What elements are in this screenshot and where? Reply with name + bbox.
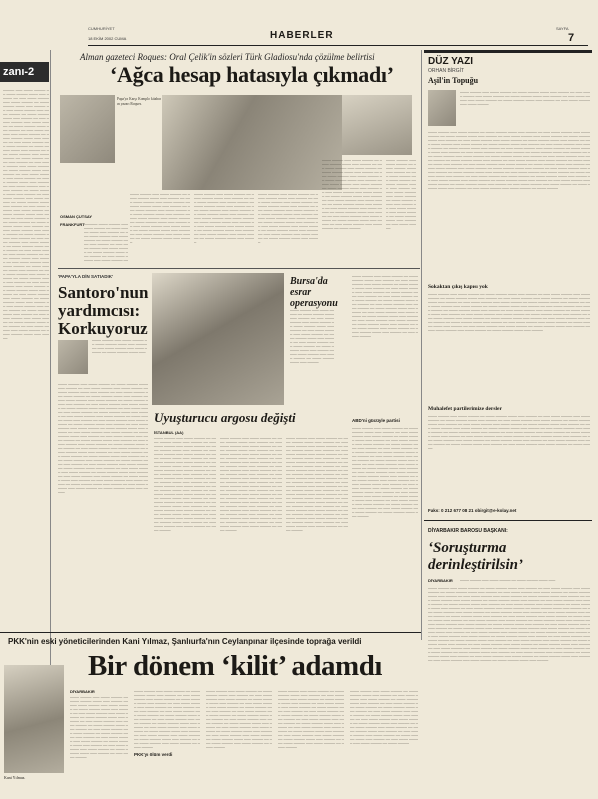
bursa-photo bbox=[152, 273, 284, 405]
left-edge-column: ───── ─── ──── ───── ── ──── ───── ──── ─── ───── ── ─── ──── ───── ─── ──── ───── ── ──── ───── ──── ─── ───── ── ─── ──── ───── ─── ──── ───── ── ──── ───── ──── ─── ───── ── ─── ──── ───── ─── ──── ───── ── ──── ───── ──── ─── ───── ── ─── ──── ───── ─── ──── ───── ── ──── ───── ──── ─── ───── ── ─── ──── ───── ─── ──── ───── ── ──── ───── ──── ─── ───── ── ─── ──── ───── ─── ──── ───── ── ──── ───── ──── ─── ───── ── ─── ──── ───── ─── ──── ───── ── ──── ───── ──── ─── ───── ── ─── ──── ───── ─── ──── ───── ── ──── ───── ──── ─── ───── ── ─── ──── ───── ─── ──── ───── ── ──── ───── ──── ─── ───── ── ─── ──── ───── ─── ──── ───── ── ──── ───── ──── ─── ───── ── ─── ──── ───── ─── ──── ───── ── ──── ───── ──── ─── ───── ── ─── ──── ───── ─── ──── ───── ── ──── ───── ──── ─── ───── ── ─── ──── ───── ─── ──── ───── ── ──── ───── ──── ─── ───── ── ─── ──── ───── ─── ──── ───── ── ──── ───── ──── ─── ───── ── ─── ──── ───── ─── ──── ───── ── ──── ───── ──── ─── ───── ── ─── ──── ───── ─── ──── ───── ── ──── ───── ──── ─── ───── ── ─── ──── ───── ─── ──── ───── ── ──── ───── ──── ─── ───── ── ─── ──── ───── ─── ──── ───── ── ──── ───── ──── ─── ───── ── ─── ──── ───── ─── ──── ───── ── ──── ───── ──── ─── ───── ── ─── ──── ───── ─── ──── ───── ── ──── ───── ──── ─── ───── ── ─── ──── ───── ─── ──── ───── ── ──── ───── ──── ─── ───── ── ─── ──── ───── ─── ──── ───── ── ──── ───── ──── ─── ───── bbox=[3, 88, 49, 340]
santoro-body: ──── ───── ─── ──── ───── ── ──── ───── ──── ─── ───── ── ─── ──── ───── ─── ──── ───── ── ──── ───── ──── ─── ───── ── ─── ──── ───── ─── ──── ───── ── ──── ───── ──── ─── ───── ── ─── ──── ───── ─── ──── ───── ── ──── ───── ──── ─── ───── ── ─── ──── ───── ─── ──── ───── ── ──── ───── ──── ─── ───── ── ─── ──── ───── ─── ──── ───── ── ──── ───── ──── ─── ───── ── ─── ──── ───── ─── ──── ───── ── ──── ───── ──── ─── ───── ── ─── ──── ───── ─── ──── ───── ── ──── ───── ──── ─── ───── ── ─── ──── ───── ─── ──── ───── ── ──── ───── ──── ─── ───── ── ─── ──── ───── ─── ──── ───── ── ──── ───── ──── ─── ───── ── ─── ──── ───── ─── ──── ───── ── ──── ───── ──── ─── ───── ── ─── ──── ───── ─── ──── ───── ── ──── ───── ──── ─── ───── ── ─── ──── ───── ─── ──── ───── ── ──── ───── ──── ─── ───── ── ─── ──── ───── ─── ──── ───── ── ──── ───── ──── ─── ───── ── ─── ──── ───── ─── ──── ───── ── ──── ───── ──── ─── ───── ── ─── ──── ───── ─── ──── ───── ── ──── ───── ──── ─── ───── ── ─── ──── ───── ─── ──── ───── ── ──── ───── ──── ─── ───── ── ─── ──── ───── ─── ──── ───── ── ──── ───── ──── ─── ───── ── ─── ──── ───── ─── ──── ───── ── ──── ───── ──── ─── ───── ── ─── ──── ───── ─── ──── ───── ── ──── ───── ──── ─── ───── bbox=[58, 382, 148, 494]
lead-photo-group bbox=[162, 95, 342, 190]
duz-yazi-author-photo bbox=[428, 90, 456, 126]
argo-dateline: İSTANBUL (AA) bbox=[154, 430, 184, 435]
duz-yazi-body-2: ──── ───── ─── ──── ───── ── ──── ───── ──── ─── ───── ── ─── ──── ───── ─── ──── ───── ── ──── ───── ──── ─── ───── ── ─── ──── ───── ─── ──── ───── ── ──── ───── ──── ─── ───── ── ─── ──── ───── ─── ──── ───── ── ──── ───── ──── ─── ───── ── ─── ──── ───── ─── ──── ───── ── ──── ───── ──── ─── ───── ── ─── ──── ───── ─── ──── ───── ── ──── ───── ──── ─── ───── ── ─── ──── ───── ─── ──── ───── ── ──── ───── ──── ─── ───── ── ─── ──── ───── ─── ──── ───── ── ──── ───── ──── ─── ───── ── ─── ──── ───── ─── ──── ───── ── ──── ───── ──── ─── ───── ── ─── ──── ───── ─── ──── ───── ── ──── ───── ──── ─── ───── ── ─── ──── ───── ─── ──── ───── ── ──── ───── ──── ─── ───── ── ─── ──── ───── ─── ──── ───── ── ──── ───── ──── ─── ───── ── ─── ──── ───── ─── ──── ───── ── ──── ───── ──── ─── ───── bbox=[428, 292, 590, 332]
duz-yazi-body-1: ──── ───── ─── ──── ───── ── ──── ───── ──── ─── ───── ── ─── ──── ───── ─── ──── ───── ── ──── ───── ──── ─── ───── ── ─── ──── ───── ─── ──── ───── ── ──── ───── ──── ─── ───── ── ─── ──── ───── ─── ──── ───── ── ──── ───── ──── ─── ───── ── ─── ──── ───── ─── ──── ───── ── ──── ───── ──── ─── ───── ── ─── ──── ───── ─── ──── ───── ── ──── ───── ──── ─── ───── ── ─── ──── ───── ─── ──── ───── ── ──── ───── ──── ─── ───── ── ─── ──── ───── ─── ──── ───── ── ──── ───── ──── ─── ───── ── ─── ──── ───── ─── ──── ───── ── ──── ───── ──── ─── ───── ── ─── ──── ───── ─── ──── ───── ── ──── ───── ──── ─── ───── ── ─── ──── ───── ─── ──── ───── ── ──── ───── ──── ─── ───── ── ─── ──── ───── ─── ──── ───── ── ──── ───── ──── ─── ───── ── ─── ──── ───── ─── ──── ───── ── ──── ───── ──── ─── ───── ── ─── ──── ───── ─── ──── ───── ── ──── ───── ──── ─── ───── ── ─── ──── ───── ─── ──── ───── ── ──── ───── ──── ─── ───── ── ─── ──── ───── ─── ──── ───── ── ──── ───── ──── ─── ───── ── ─── ──── ───── ─── ──── ───── ── ──── ───── ──── ─── ───── ── ─── ──── ───── ─── ──── ───── ── ──── ───── ──── ─── ───── ── ─── ──── ───── ─── ──── ───── ── ──── ───── ──── ─── ───── ── ─── ──── ───── ─── ──── ───── ── ──── ───── bbox=[428, 130, 590, 190]
duz-yazi-bar bbox=[424, 50, 592, 53]
pkk-headline: Bir dönem ‘kilit’ adamdı bbox=[88, 650, 382, 682]
diyarbakir-headline: ‘Soruşturma derinleştirilsin’ bbox=[428, 540, 524, 573]
right-divider bbox=[421, 50, 422, 640]
pkk-body-1: ──── ───── ─── ──── ───── ── ──── ───── ──── ─── ───── ── ─── ──── ───── ─── ──── ───── ── ──── ───── ──── ─── ───── ── ─── ──── ───── ─── ──── ───── ── ──── ───── ──── ─── ───── ── ─── ──── ───── ─── ──── ───── ── ──── ───── ──── ─── ───── ── ─── ──── ───── ─── ──── ───── ── ──── ───── ──── ─── ───── ── ─── ──── ───── ─── ──── ───── ── ──── ───── ──── ─── ───── ── ─── ──── ───── ─── ──── ───── ── ──── ───── ──── ─── ───── ── ─── ──── ───── bbox=[70, 695, 128, 759]
lead-body-2: ──── ───── ─── ──── ───── ── ──── ───── ──── ─── ───── ── ─── ──── ───── ─── ──── ───── ── ──── ───── ──── ─── ───── ── ─── ──── ───── ─── ──── ───── ── ──── ───── ──── ─── ───── ── ─── ──── ───── ─── ──── ───── ── ──── ───── ──── ─── ───── ── ─── ──── ───── ─── ──── ───── ── ──── ───── ──── ─── ───── ── ─── ──── ───── ─── ──── ───── ── ──── ───── ──── ─── ───── bbox=[130, 192, 190, 244]
masthead-rule bbox=[88, 45, 588, 46]
santoro-headline: Santoro'nun yardımcısı: Korkuyoruz bbox=[58, 283, 149, 338]
duz-yazi-author: ORHAN BİRGİT bbox=[428, 68, 465, 74]
pkk-dateline: DİYARBAKIR bbox=[70, 689, 95, 694]
diyarbakir-dateline: DİYARBAKIR bbox=[428, 578, 453, 583]
lead-body-5: ──── ───── ─── ──── ───── ── ──── ───── ──── ─── ───── ── ─── ──── ───── ─── ──── ───── ── ──── ───── ──── ─── ───── ── ─── ──── ───── ─── ──── ───── ── ──── ───── ──── ─── ───── ── ─── ──── ───── ─── ──── ───── ── ──── ───── ──── ─── ───── ── ─── ──── ───── ─── ──── ───── ── ──── ───── ──── ─── ───── ── ─── ──── ───── ─── ──── ───── ── ──── ───── ──── ─── ───── ── ─── ──── ───── ─── ──── ───── ── ──── ───── ──── ─── ───── ── ─── ──── ───── ─── ──── ───── ── ──── ───── ──── ─── ───── ── ─── ──── ───── ─── ──── ───── ── ──── ───── bbox=[322, 158, 382, 230]
pkk-kicker: PKK'nin eski yöneticilerinden Kani Yılmaz, Şanlıurfa'nın Ceylanpınar ilçesinde toprağa verildi bbox=[8, 637, 362, 646]
abd-subhead: ABD'ni gücüyle partisi bbox=[352, 418, 400, 423]
lead-body-3: ──── ───── ─── ──── ───── ── ──── ───── ──── ─── ───── ── ─── ──── ───── ─── ──── ───── ── ──── ───── ──── ─── ───── ── ─── ──── ───── ─── ──── ───── ── ──── ───── ──── ─── ───── ── ─── ──── ───── ─── ──── ───── ── ──── ───── ──── ─── ───── ── ─── ──── ───── ─── ──── ───── ── ──── ───── ──── ─── ───── ── ─── ──── ───── ─── ──── ───── ── ──── ───── ──── ─── ───── bbox=[194, 192, 254, 244]
lead-bottom-rule bbox=[58, 268, 420, 269]
lead-body-1: ────── ──── ───── ─── ──── ───── ── ──── ───── ──── ─── ───── ── ─── ──── ───── ─── ──── ───── ── ──── ───── ──── ─── ───── ── ─── ──── ───── ─── ──── ───── ── ──── ───── ──── ─── ───── ── ─── ──── ───── ─── ──── ───── ── ──── ───── ──── ─── bbox=[84, 222, 128, 264]
duz-yazi-subhead-1: Sokaktan çıkış kapısı yok bbox=[428, 284, 488, 290]
masthead-top: CUMHURİYET bbox=[88, 26, 115, 31]
santoro-photo bbox=[58, 340, 88, 374]
duz-yazi-intro: ──── ───── ─── ──── ───── ── ──── ───── ──── ─── ───── ── ─── ──── ───── ─── ──── ───── ── ──── ───── ──── ─── ───── ── ─── ──── ───── ─── ──── ───── ── ──── ───── ──── ─── ───── ── ─── ──── ───── ─── ──── ───── bbox=[460, 90, 590, 106]
duz-yazi-title: Aşil'in Topuğu bbox=[428, 76, 479, 85]
pkk-body-2: ──── ───── ─── ──── ───── ── ──── ───── ──── ─── ───── ── ─── ──── ───── ─── ──── ───── ── ──── ───── ──── ─── ───── ── ─── ──── ───── ─── ──── ───── ── ──── ───── ──── ─── ───── ── ─── ──── ───── ─── ──── ───── ── ──── ───── ──── ─── ───── ── ─── ──── ───── ─── ──── ───── ── ──── ───── ──── ─── ───── ── ─── ──── ───── ─── ──── ───── ── ──── ───── ──── ─── ───── ── ─── ──── ───── ─── ──── ───── ── ──── ───── ──── ─── ───── ── ─── ──── ───── ─── ──── ───── ── ──── ───── bbox=[134, 689, 200, 749]
lead-caption: Papa'ya Karşı Komplo kitabının yazarı Roques. bbox=[117, 97, 161, 106]
diyarbakir-kicker: DİYARBAKIR BAROSU BAŞKANI: bbox=[428, 528, 508, 534]
pkk-photo-caption: Kani Yılmaz. bbox=[4, 775, 26, 780]
bursa-body: ──── ───── ─── ──── ───── ── ──── ───── ──── ─── ───── ── ─── ──── ───── ─── ──── ───── ── ──── ───── ──── ─── ───── ── ─── ──── ───── ─── ──── ───── ── ──── ───── ──── ─── ───── ── ─── ──── ───── ─── ──── ───── ── ──── ───── ──── ─── ───── ── ─── ──── ───── ─── ──── ───── ── ──── ───── ──── ─── ───── bbox=[290, 308, 334, 364]
pkk-body-5: ──── ───── ─── ──── ───── ── ──── ───── ──── ─── ───── ── ─── ──── ───── ─── ──── ───── ── ──── ───── ──── ─── ───── ── ─── ──── ───── ─── ──── ───── ── ──── ───── ──── ─── ───── ── ─── ──── ───── ─── ──── ───── ── ──── ───── ──── ─── ───── ── ─── ──── ───── ─── ──── ───── ── ──── ───── ──── ─── ───── ── ─── ──── ───── ─── ──── ───── ── ──── ───── ──── ─── ───── ── ─── ──── ───── ─── ──── ───── ── ──── ───── ──── ─── ───── ── ─── ──── ───── ─── ──── ───── ── ──── ───── bbox=[350, 689, 418, 745]
diyarbakir-body: ──── ───── ─── ──── ───── ── ──── ───── ──── ─── ───── ── ─── ──── ───── ─── ──── ───── ── ──── ───── ──── ─── ───── ── ─── ──── ───── ─── ──── ───── ── ──── ───── ──── ─── ───── ── ─── ──── ───── ─── ──── ───── ── ──── ───── ──── ─── ───── ── ─── ──── ───── ─── ──── ───── ── ──── ───── ──── ─── ───── ── ─── ──── ───── ─── ──── ───── ── ──── ───── ──── ─── ───── ── ─── ──── ───── ─── ──── ───── ── ──── ───── ──── ─── ───── ── ─── ──── ───── ─── ──── ───── ── ──── ───── ──── ─── ───── ── ─── ──── ───── ─── ──── ───── ── ──── ───── ──── ─── ───── ── ─── ──── ───── ─── ──── ───── ── ──── ───── ──── ─── ───── ── ─── ──── ───── ─── ──── ───── ── ──── ───── ──── ─── ───── ── ─── ──── ───── ─── ──── ───── ── ──── ───── ──── ─── ───── ── ─── ──── ───── ─── ──── ───── ── ──── ───── ──── ─── ───── ── ─── ──── ───── ─── ──── ───── ── ──── ───── ──── ─── ───── ── ─── ──── ───── ─── ──── ───── ── ──── ───── ──── ─── ───── ── ─── ──── ───── ─── ──── ───── ── ──── ───── ──── ─── ───── ── ─── ──── ───── ─── ──── ───── ── ──── ───── ──── ─── ───── ── ─── ──── ───── ─── ──── ───── ── ──── ───── ──── ─── ───── ── ─── ──── ───── ─── ──── ───── ── ──── ───── ──── ─── ───── ── ─── ──── ───── ─── ──── ───── ── ──── ───── ──── ─── ───── ── ─── ──── ───── ─── ──── ───── ── ──── ───── ──── ─── ───── ── ─── ──── ───── ─── ──── ───── ── ──── ───── ──── ─── ───── ── ─── ──── ───── ─── ──── ───── ── ──── ───── ──── ─── ───── ── ─── ──── ───── ─── ──── ───── ── ──── ───── ──── ─── ───── ── ─── ──── ───── ─── ──── ───── ── ──── ───── ──── ─── ───── bbox=[428, 586, 590, 662]
argo-headline: Uyuşturucu argosu değişti bbox=[154, 410, 296, 425]
duz-yazi-end-rule bbox=[424, 520, 592, 521]
lead-photo-roques bbox=[60, 95, 115, 163]
duz-yazi-column: DÜZ YAZI bbox=[428, 56, 474, 67]
bursa-headline: Bursa'da esrar operasyonu bbox=[290, 276, 338, 309]
pkk-subhead: PKK'yı ölüm verdi bbox=[134, 752, 173, 757]
lead-byline: OSMAN ÇUTSAY bbox=[60, 214, 93, 219]
duz-yazi-subhead-2: Muhalefet partilerimize dersler bbox=[428, 406, 502, 412]
lead-headline: ‘Ağca hesap hatasıyla çıkmadı’ bbox=[110, 62, 394, 87]
santoro-caption: ──── ───── ─── ──── ───── ── ──── ───── ──── ─── ───── ── ─── ──── ───── ─── ──── ───── ── ──── ───── ──── ─── bbox=[92, 338, 147, 354]
lead-dateline: FRANKFURT bbox=[60, 222, 85, 227]
lead-photo-right bbox=[342, 95, 412, 155]
abd-body-bottom: ──── ───── ─── ──── ───── ── ──── ───── ──── ─── ───── ── ─── ──── ───── ─── ──── ───── ── ──── ───── ──── ─── ───── ── ─── ──── ───── ─── ──── ───── ── ──── ───── ──── ─── ───── ── ─── ──── ───── ─── ──── ───── ── ──── ───── ──── ─── ───── ── ─── ──── ───── ─── ──── ───── ── ──── ───── ──── ─── ───── ── ─── ──── ───── ─── ──── ───── ── ──── ───── ──── ─── ───── ── ─── ──── ───── ─── ──── ───── ── ──── ───── ──── ─── ───── ── ─── ──── ───── ─── ──── ───── ── ──── ───── ──── ─── ───── ── ─── ──── ───── ─── ──── ───── ── ──── ───── ──── ─── ───── ── ─── ──── ───── ─── ──── ───── ── ──── ───── ──── ─── ───── ── ─── ──── ───── ─── ──── ───── ── ──── ───── ──── ─── ───── ── ─── ──── ───── ─── ──── ───── ── ──── ───── ──── ─── ───── bbox=[352, 426, 418, 518]
santoro-kicker: 'PAPA'YLA DİN SATIADIK' bbox=[58, 274, 114, 279]
pkk-body-3: ──── ───── ─── ──── ───── ── ──── ───── ──── ─── ───── ── ─── ──── ───── ─── ──── ───── ── ──── ───── ──── ─── ───── ── ─── ──── ───── ─── ──── ───── ── ──── ───── ──── ─── ───── ── ─── ──── ───── ─── ──── ───── ── ──── ───── ──── ─── ───── ── ─── ──── ───── ─── ──── ───── ── ──── ───── ──── ─── ───── ── ─── ──── ───── ─── ──── ───── ── ──── ───── ──── ─── ───── ── ─── ──── ───── ─── ──── ───── ── ──── ───── ──── ─── ───── ── ─── ──── ───── ─── ──── ───── ── ──── ───── bbox=[206, 689, 272, 749]
duz-yazi-body-3: ──── ───── ─── ──── ───── ── ──── ───── ──── ─── ───── ── ─── ──── ───── ─── ──── ───── ── ──── ───── ──── ─── ───── ── ─── ──── ───── ─── ──── ───── ── ──── ───── ──── ─── ───── ── ─── ──── ───── ─── ──── ───── ── ──── ───── ──── ─── ───── ── ─── ──── ───── ─── ──── ───── ── ──── ───── ──── ─── ───── ── ─── ──── ───── ─── ──── ───── ── ──── ───── ──── ─── ───── ── ─── ──── ───── ─── ──── ───── ── ──── ───── ──── ─── ───── ── ─── ──── ───── ─── ──── ───── ── ──── ───── ──── ─── ───── ── ─── ──── ───── ─── ──── ───── ── ──── ───── ──── ─── ───── ── ─── ──── ───── ─── ──── ───── ── ──── ───── ──── ─── ───── ── ─── ──── ───── ─── ──── ───── ── ──── ───── bbox=[428, 414, 590, 450]
argo-body-3: ──── ───── ─── ──── ───── ── ──── ───── ──── ─── ───── ── ─── ──── ───── ─── ──── ───── ── ──── ───── ──── ─── ───── ── ─── ──── ───── ─── ──── ───── ── ──── ───── ──── ─── ───── ── ─── ──── ───── ─── ──── ───── ── ──── ───── ──── ─── ───── ── ─── ──── ───── ─── ──── ───── ── ──── ───── ──── ─── ───── ── ─── ──── ───── ─── ──── ───── ── ──── ───── ──── ─── ───── ── ─── ──── ───── ─── ──── ───── ── ──── ───── ──── ─── ───── ── ─── ──── ───── ─── ──── ───── ── ──── ───── ──── ─── ───── ── ─── ──── ───── ─── ──── ───── ── ──── ───── ──── ─── ───── ── ─── ──── ───── ─── ──── ───── ── ──── ───── ──── ─── ───── ── ─── ──── ───── ─── ──── ───── ── ──── ───── ──── ─── ───── ── ─── ──── ───── ─── ──── ───── ── ──── ───── bbox=[286, 436, 348, 532]
section-title: HABERLER bbox=[270, 30, 334, 41]
page-label: SAYFA bbox=[556, 26, 569, 31]
masthead-date: 18 EKİM 2002 CUMA bbox=[88, 36, 127, 41]
page-number: 7 bbox=[568, 32, 575, 44]
lead-kicker: Alman gazeteci Roques: Oral Çelik'in sözleri Türk Gladiosu'nda çözülme belirtisi bbox=[80, 52, 375, 62]
left-edge-heading: zanı-2 bbox=[0, 62, 49, 82]
duz-yazi-contact: Faks: 0 212 677 08 21 obirgit@e-kolay.net bbox=[428, 508, 517, 513]
argo-body-1: ──── ───── ─── ──── ───── ── ──── ───── ──── ─── ───── ── ─── ──── ───── ─── ──── ───── ── ──── ───── ──── ─── ───── ── ─── ──── ───── ─── ──── ───── ── ──── ───── ──── ─── ───── ── ─── ──── ───── ─── ──── ───── ── ──── ───── ──── ─── ───── ── ─── ──── ───── ─── ──── ───── ── ──── ───── ──── ─── ───── ── ─── ──── ───── ─── ──── ───── ── ──── ───── ──── ─── ───── ── ─── ──── ───── ─── ──── ───── ── ──── ───── ──── ─── ───── ── ─── ──── ───── ─── ──── ───── ── ──── ───── ──── ─── ───── ── ─── ──── ───── ─── ──── ───── ── ──── ───── ──── ─── ───── ── ─── ──── ───── ─── ──── ───── ── ──── ───── ──── ─── ───── ── ─── ──── ───── ─── ──── ───── ── ──── ───── ──── ─── ───── ── ─── ──── ───── ─── ──── ───── ── ──── ───── bbox=[154, 436, 216, 532]
pkk-top-rule bbox=[0, 632, 421, 633]
lead-body-4: ──── ───── ─── ──── ───── ── ──── ───── ──── ─── ───── ── ─── ──── ───── ─── ──── ───── ── ──── ───── ──── ─── ───── ── ─── ──── ───── ─── ──── ───── ── ──── ───── ──── ─── ───── ── ─── ──── ───── ─── ──── ───── ── ──── ───── ──── ─── ───── ── ─── ──── ───── ─── ──── ───── ── ──── ───── ──── ─── ───── ── ─── ──── ───── ─── ──── ───── ── ──── ───── ──── ─── ───── bbox=[258, 192, 318, 244]
pkk-body-4: ──── ───── ─── ──── ───── ── ──── ───── ──── ─── ───── ── ─── ──── ───── ─── ──── ───── ── ──── ───── ──── ─── ───── ── ─── ──── ───── ─── ──── ───── ── ──── ───── ──── ─── ───── ── ─── ──── ───── ─── ──── ───── ── ──── ───── ──── ─── ───── ── ─── ──── ───── ─── ──── ───── ── ──── ───── ──── ─── ───── ── ─── ──── ───── ─── ──── ───── ── ──── ───── ──── ─── ───── ── ─── ──── ───── ─── ──── ───── ── ──── ───── ──── ─── ───── ── ─── ──── ───── ─── ──── ───── ── ──── ───── bbox=[278, 689, 344, 749]
pkk-photo bbox=[4, 665, 64, 773]
abd-body-top: ──── ───── ─── ──── ───── ── ──── ───── ──── ─── ───── ── ─── ──── ───── ─── ──── ───── ── ──── ───── ──── ─── ───── ── ─── ──── ───── ─── ──── ───── ── ──── ───── ──── ─── ───── ── ─── ──── ───── ─── ──── ───── ── ──── ───── ──── ─── ───── ── ─── ──── ───── ─── ──── ───── ── ──── ───── ──── ─── ───── ── ─── ──── ───── ─── ──── ───── ── ──── ───── ──── ─── ───── ── ─── ──── ───── ─── ──── ───── ── ──── ───── ──── ─── ───── ── ─── ──── ───── ─── ──── ───── ── ──── ───── ──── ─── ───── ── ─── ──── ───── bbox=[352, 274, 418, 338]
argo-body-2: ──── ───── ─── ──── ───── ── ──── ───── ──── ─── ───── ── ─── ──── ───── ─── ──── ───── ── ──── ───── ──── ─── ───── ── ─── ──── ───── ─── ──── ───── ── ──── ───── ──── ─── ───── ── ─── ──── ───── ─── ──── ───── ── ──── ───── ──── ─── ───── ── ─── ──── ───── ─── ──── ───── ── ──── ───── ──── ─── ───── ── ─── ──── ───── ─── ──── ───── ── ──── ───── ──── ─── ───── ── ─── ──── ───── ─── ──── ───── ── ──── ───── ──── ─── ───── ── ─── ──── ───── ─── ──── ───── ── ──── ───── ──── ─── ───── ── ─── ──── ───── ─── ──── ───── ── ──── ───── ──── ─── ───── ── ─── ──── ───── ─── ──── ───── ── ──── ───── ──── ─── ───── ── ─── ──── ───── ─── ──── ───── ── ──── ───── ──── ─── ───── ── ─── ──── ───── ─── ──── ───── ── ──── ───── bbox=[220, 436, 282, 532]
diyarbakir-lede: ──── ───── ─── ──── ───── ── ──── ───── ──── ─── bbox=[460, 578, 556, 582]
lead-body-6: ──── ───── ─── ──── ───── ── ──── ───── ──── ─── ───── ── ─── ──── ───── ─── ──── ───── ── ──── ───── ──── ─── ───── ── ─── ──── ───── ─── ──── ───── ── ──── ───── ──── ─── ───── ── ─── ──── ───── ─── ──── ───── ── ──── ───── ──── ─── ───── ── ─── ──── ───── bbox=[386, 158, 416, 230]
